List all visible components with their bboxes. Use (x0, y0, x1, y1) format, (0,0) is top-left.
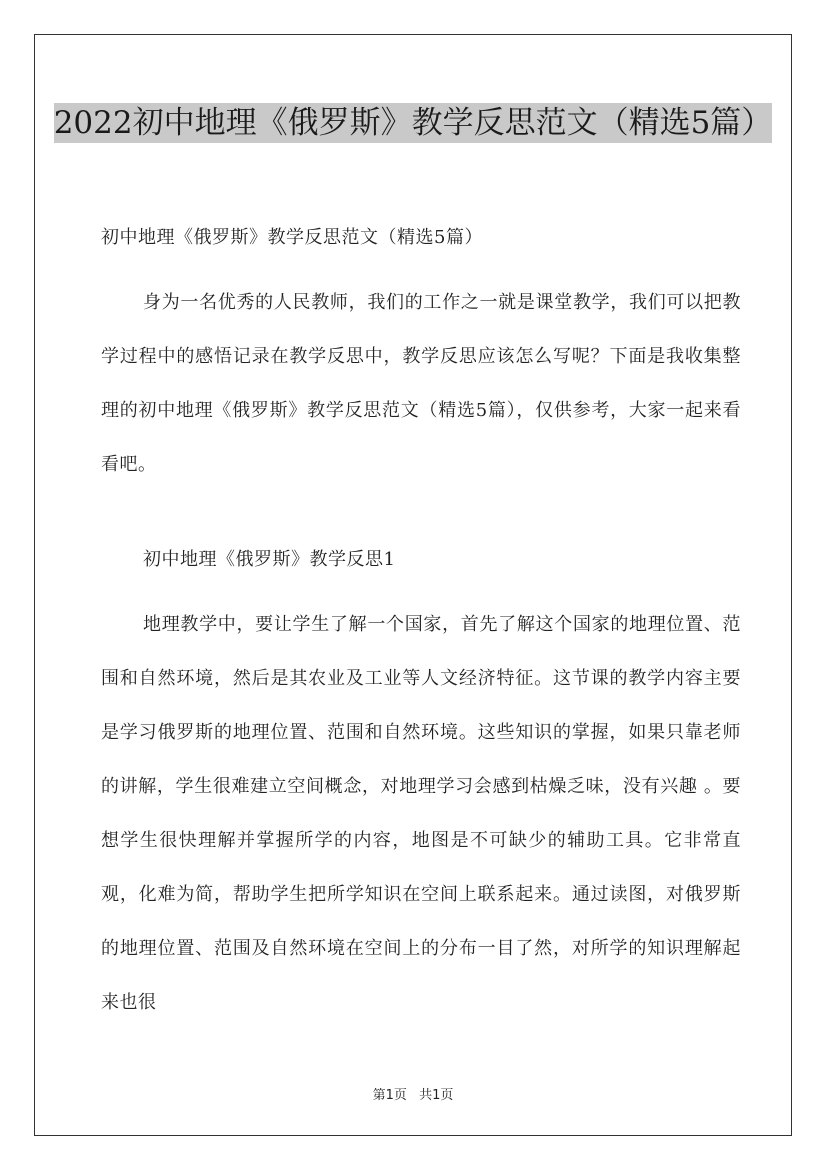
document-title-block (34, 96, 792, 150)
page-footer (34, 1084, 792, 1103)
page-total: 共1页 (419, 1088, 454, 1103)
page-number: 第1页 (372, 1088, 407, 1103)
document-title: 2022初中地理《俄罗斯》教学反思范文（精选5篇） (53, 105, 773, 141)
intro-paragraph: 身为一名优秀的人民教师，我们的工作之一就是课堂教学，我们可以把教学过程中的感悟记录在教学反思中，教学反思应该怎么写呢？下面是我收集整理的初中地理《俄罗斯》教学反思范文（精选5篇），仅供参考，大家一起来看看吧。 (101, 292, 741, 475)
document-subtitle: 初中地理《俄罗斯》教学反思范文（精选5篇） (101, 227, 483, 248)
section-heading: 初中地理《俄罗斯》教学反思1 (143, 549, 396, 570)
section-paragraph: 地理教学中，要让学生了解一个国家，首先了解这个国家的地理位置、范围和自然环境，然后是其农业及工业等人文经济特征。这节课的教学内容主要是学习俄罗斯的地理位置、范围和自然环境。这些知识的掌握，如果只靠老师的讲解，学生很难建立空间概念，对地理学习会感到枯燥乏味，没有兴趣 。要想学生很快理解并掌握所学的内容，地图是不可缺少的辅助工具。它非常直观，化难为简，帮助学生把所学知识在空间上联系起来。通过读图，对俄罗斯的地理位置、范围及自然环境在空间上的分布一目了然，对所学的知识理解起来也很 (101, 614, 741, 1013)
